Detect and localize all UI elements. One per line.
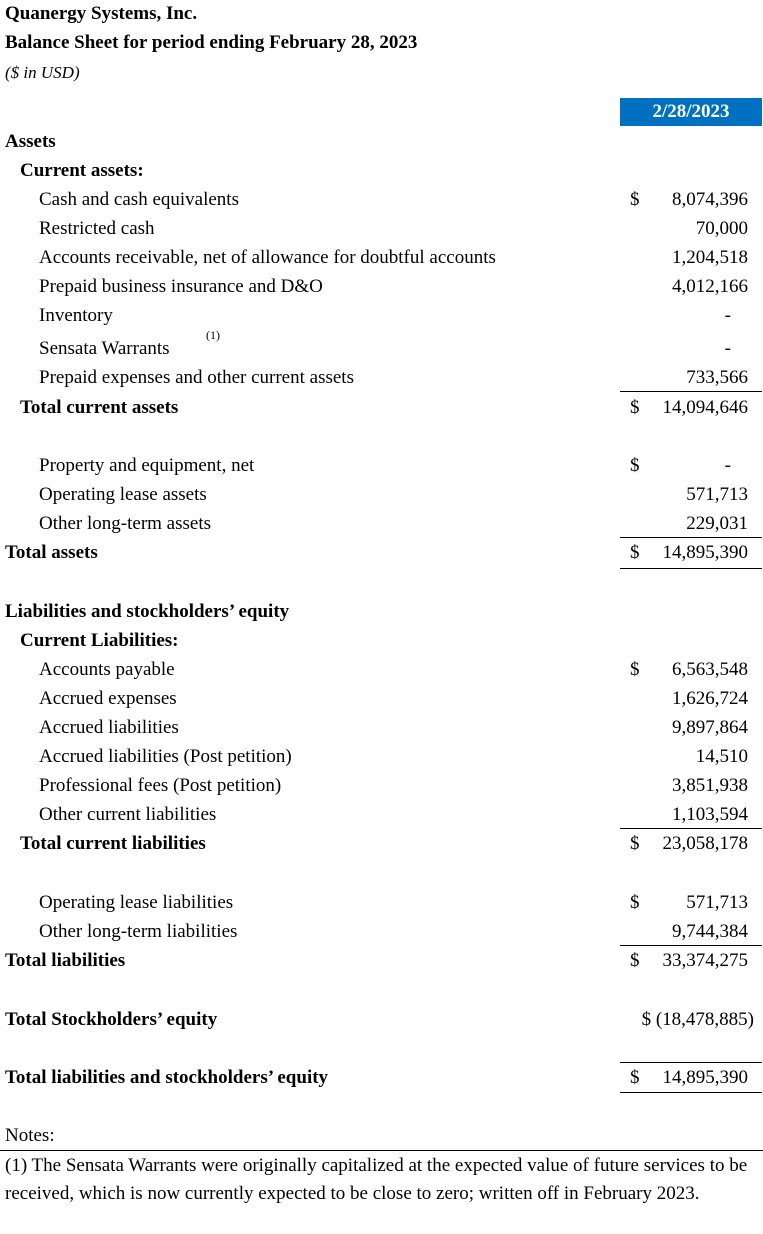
row-accrued-liabilities [0, 713, 763, 742]
row-other-current-liabilities [0, 800, 763, 829]
row-value: 9,744,384 [672, 921, 748, 942]
row-value: 14,510 [695, 746, 748, 767]
row-total-liabilities-equity [0, 1063, 763, 1092]
row-value: $ (18,478,885) [641, 1009, 754, 1030]
row-inventory [0, 301, 763, 330]
row-label: Total current liabilities [20, 833, 206, 854]
row-operating-lease-assets [0, 480, 763, 509]
row-label: Other long-term liabilities [39, 921, 238, 942]
row-value: 14,094,646 [662, 397, 748, 418]
row-label: Accrued expenses [39, 688, 177, 709]
row-label: Total current assets [20, 397, 179, 418]
row-accrued-liabilities-post [0, 742, 763, 771]
currency-symbol: $ [630, 542, 640, 563]
row-label: Total Stockholders’ equity [5, 1009, 218, 1030]
row-accrued-expenses [0, 684, 763, 713]
row-prepaid-insurance [0, 272, 763, 301]
row-value: 6,563,548 [672, 659, 748, 680]
total-rule [620, 1092, 762, 1093]
row-operating-lease-liabilities [0, 888, 763, 917]
row-cash [0, 185, 763, 214]
row-value: - [724, 338, 731, 359]
row-value: 571,713 [686, 892, 748, 913]
column-header-date: 2/28/2023 [620, 98, 762, 126]
row-label: Total liabilities [5, 950, 126, 971]
row-label: Other long-term assets [39, 513, 212, 534]
row-value: 1,103,594 [672, 804, 748, 825]
row-total-assets [0, 538, 763, 567]
row-total-equity [0, 1005, 763, 1034]
row-label: Total liabilities and stockholders’ equity [5, 1067, 329, 1088]
row-value: 33,374,275 [662, 950, 748, 971]
currency-symbol: $ [630, 1067, 640, 1088]
row-label: Inventory [39, 305, 113, 326]
row-label: Restricted cash [39, 218, 155, 239]
row-label: Other current liabilities [39, 804, 217, 825]
row-value: 70,000 [695, 218, 748, 239]
row-label: Prepaid expenses and other current assets [39, 367, 354, 388]
total-rule [620, 568, 762, 569]
company-name: Quanergy Systems, Inc. [5, 3, 198, 24]
row-total-current-assets [0, 393, 763, 422]
row-label: Prepaid business insurance and D&O [39, 276, 323, 297]
currency-symbol: $ [630, 950, 640, 971]
currency-symbol: $ [630, 455, 640, 476]
currency-symbol: $ [630, 833, 640, 854]
currency-symbol: $ [630, 397, 640, 418]
row-label: Property and equipment, net [39, 455, 255, 476]
row-value: 4,012,166 [672, 276, 748, 297]
currency-symbol: $ [630, 189, 640, 210]
row-value: - [724, 305, 731, 326]
row-property-equipment [0, 451, 763, 480]
row-label: Sensata Warrants [39, 338, 170, 359]
row-professional-fees [0, 771, 763, 800]
row-value: 9,897,864 [672, 717, 748, 738]
row-label: Operating lease liabilities [39, 892, 234, 913]
section-assets: Assets [5, 131, 56, 152]
row-value: 1,204,518 [672, 247, 748, 268]
row-value: 733,566 [686, 367, 748, 388]
section-liabilities-equity: Liabilities and stockholders’ equity [5, 601, 290, 622]
row-restricted-cash [0, 214, 763, 243]
report-title: Balance Sheet for period ending February 28, 2023 [5, 32, 418, 53]
row-other-lt-liabilities [0, 917, 763, 946]
footnote-1: (1) The Sensata Warrants were originally capitalized at the expected value of future services to be received, which is now currently expected to be close to zero; written off in February 2023. [5, 1155, 748, 1204]
row-label: Cash and cash equivalents [39, 189, 239, 210]
currency-symbol: $ [630, 892, 640, 913]
row-value: - [724, 455, 731, 476]
row-label: Professional fees (Post petition) [39, 775, 282, 796]
row-total-liabilities [0, 946, 763, 975]
row-accounts-receivable [0, 243, 763, 272]
row-accounts-payable [0, 655, 763, 684]
row-value: 229,031 [686, 513, 748, 534]
section-current-assets: Current assets: [20, 160, 144, 181]
subtotal-rule [620, 391, 762, 392]
row-label: Accounts receivable, net of allowance for doubtful accounts [39, 247, 496, 268]
row-prepaid-other [0, 363, 763, 392]
row-other-lt-assets [0, 509, 763, 538]
row-value: 14,895,390 [662, 542, 748, 563]
units-note: ($ in USD) [5, 63, 80, 82]
row-sensata-warrants [0, 328, 763, 363]
notes-label: Notes: [5, 1125, 55, 1146]
section-current-liabilities: Current Liabilities: [20, 630, 179, 651]
row-label: Total assets [5, 542, 98, 563]
row-value: 3,851,938 [672, 775, 748, 796]
row-total-current-liabilities [0, 829, 763, 858]
row-value: 23,058,178 [662, 833, 748, 854]
row-label: Accounts payable [39, 659, 175, 680]
row-value: 14,895,390 [662, 1067, 748, 1088]
currency-symbol: $ [630, 659, 640, 680]
row-label: Operating lease assets [39, 484, 207, 505]
row-value: 1,626,724 [672, 688, 748, 709]
footnote-marker: (1) [206, 328, 220, 342]
row-value: 8,074,396 [672, 189, 748, 210]
row-value: 571,713 [686, 484, 748, 505]
row-label: Accrued liabilities (Post petition) [39, 746, 292, 767]
notes-divider [0, 1150, 763, 1151]
row-label: Accrued liabilities [39, 717, 179, 738]
